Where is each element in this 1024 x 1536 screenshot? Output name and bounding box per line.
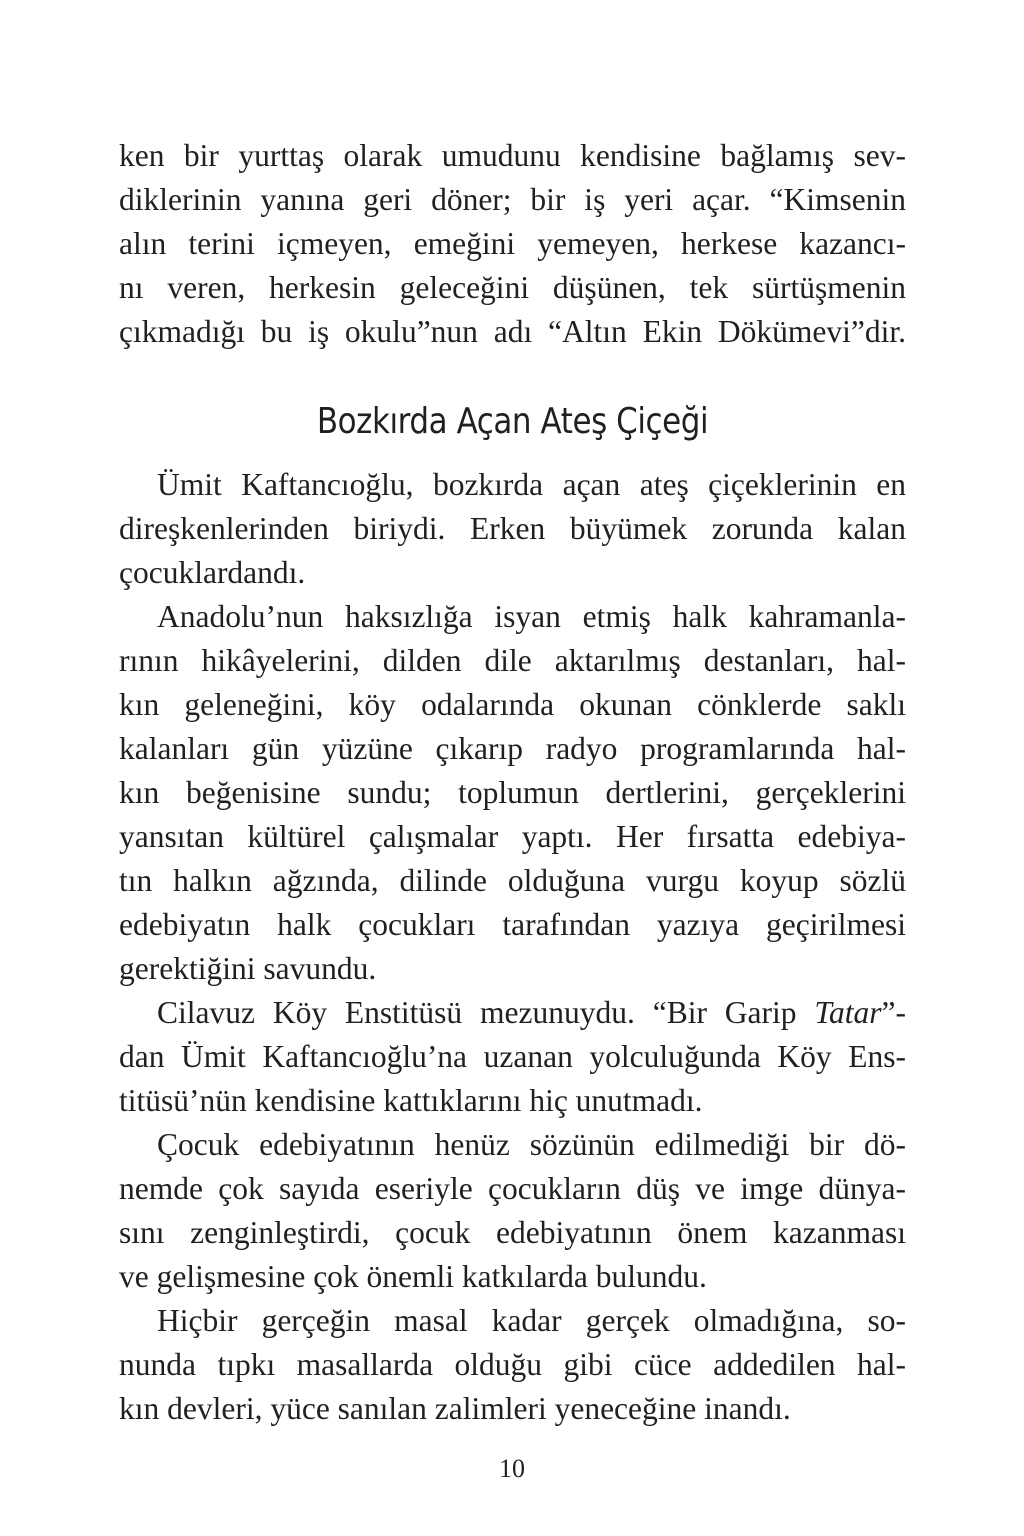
paragraph-2-line-3: kın geleneğini, köy odalarında okunan cönklerde saklı <box>119 687 906 722</box>
book-title-tatar: Tatar <box>814 995 882 1030</box>
paragraph-1-line-3: çocuklardandı. <box>119 555 306 590</box>
paragraph-3-line-2: dan Ümit Kaftancıoğlu’na uzanan yolculuğunda Köy Ens- <box>119 1039 906 1074</box>
paragraph-2-line-7: tın halkın ağzında, dilinde olduğuna vurgu koyup sözlü <box>119 863 906 898</box>
intro-line-4: nı veren, herkesin geleceğini düşünen, tek sürtüşmenin <box>119 270 906 305</box>
paragraph-3-line-1-start: Cilavuz Köy Enstitüsü mezunuydu. “Bir Garip <box>157 995 815 1030</box>
paragraph-4-line-2: nemde çok sayıda eseriyle çocukların düş ve imge dünya- <box>119 1171 906 1206</box>
paragraph-4-line-4: ve gelişmesine çok önemli katkılarda bulundu. <box>119 1259 707 1294</box>
paragraph-3-line-3: titüsü’nün kendisine kattıklarını hiç unutmadı. <box>119 1083 703 1118</box>
paragraph-3-line-1-end: ”- <box>881 995 906 1030</box>
paragraph-4-line-1: Çocuk edebiyatının henüz sözünün edilmediği bir dö- <box>157 1127 906 1162</box>
paragraph-2-line-5: kın beğenisine sundu; toplumun dertlerini, gerçeklerini <box>119 775 906 810</box>
paragraph-2-line-6: yansıtan kültürel çalışmalar yaptı. Her fırsatta edebiya- <box>119 819 906 854</box>
paragraph-5-line-3: kın devleri, yüce sanılan zalimleri yeneceğine inandı. <box>119 1391 791 1426</box>
paragraph-1-line-2: direşkenlerinden biriydi. Erken büyümek zorunda kalan <box>119 511 906 546</box>
intro-line-3: alın terini içmeyen, emeğini yemeyen, herkese kazancı- <box>119 226 906 261</box>
paragraph-2-line-1: Anadolu’nun haksızlığa isyan etmiş halk kahramanla- <box>157 599 906 634</box>
paragraph-2-line-9: gerektiğini savundu. <box>119 951 377 986</box>
paragraph-2-line-4: kalanları gün yüzüne çıkarıp radyo programlarında hal- <box>119 731 906 766</box>
intro-line-2: diklerinin yanına geri döner; bir iş yeri açar. “Kimsenin <box>119 182 906 217</box>
intro-line-1: ken bir yurttaş olarak umudunu kendisine bağlamış sev- <box>119 138 906 173</box>
paragraph-4-line-3: sını zenginleştirdi, çocuk edebiyatının önem kazanması <box>119 1215 906 1250</box>
paragraph-2-line-8: edebiyatın halk çocukları tarafından yazıya geçirilmesi <box>119 907 906 942</box>
paragraph-3-line-1 <box>157 991 906 1035</box>
intro-line-5: çıkmadığı bu iş okulu”nun adı “Altın Ekin Dökümevi”dir. <box>119 314 906 349</box>
paragraph-2-line-2: rının hikâyelerini, dilden dile aktarılmış destanları, hal- <box>119 643 906 678</box>
page-number: 10 <box>499 1454 525 1483</box>
section-title: Bozkırda Açan Ateş Çiçeği <box>316 401 709 442</box>
paragraph-5-line-2: nunda tıpkı masallarda olduğu gibi cüce addedilen hal- <box>119 1347 906 1382</box>
paragraph-1-line-1: Ümit Kaftancıoğlu, bozkırda açan ateş çiçeklerinin en <box>157 467 906 502</box>
paragraph-5-line-1: Hiçbir gerçeğin masal kadar gerçek olmadığına, so- <box>157 1303 906 1338</box>
